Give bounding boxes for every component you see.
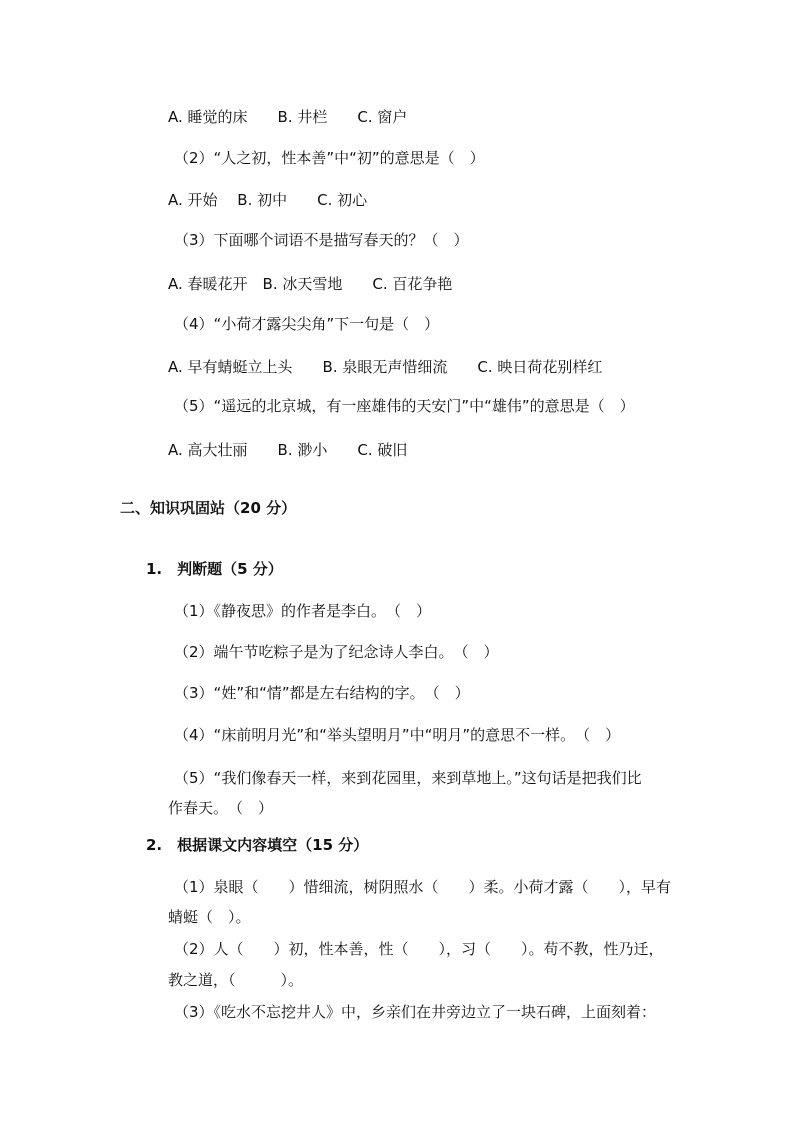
q3-options: A. 春暖花开 B. 冰天雪地 C. 百花争艳: [168, 275, 453, 293]
q4-stem: （4）“小荷才露尖尖角”下一句是（ ）: [174, 315, 440, 333]
q2-options: A. 开始 B. 初中 C. 初心: [168, 191, 368, 209]
q1-options: A. 睡觉的床 B. 井栏 C. 窗户: [168, 108, 408, 126]
fill-blank-line: （2）人（ ）初，性本善，性（ ），习（ ）。苟不教，性乃迁，: [174, 940, 664, 958]
q4-options: A. 早有蜻蜓立上头 B. 泉眼无声惜细流 C. 映日荷花别样红: [168, 358, 603, 376]
section-title: 二、知识巩固站（20 分）: [120, 499, 297, 517]
fill-blank-heading: 2. 根据课文内容填空（15 分）: [146, 836, 369, 854]
q3-stem: （3）下面哪个词语不是描写春天的？（ ）: [174, 231, 469, 249]
judgement-heading: 1. 判断题（5 分）: [146, 560, 283, 578]
fill-blank-line: 教之道，（ ）。: [168, 971, 304, 989]
judgement-item-continued: 作春天。 （ ）: [168, 799, 274, 817]
q5-stem: （5）“遥远的北京城，有一座雄伟的天安门”中“雄伟”的意思是（ ）: [174, 397, 635, 415]
judgement-item: （5）“我们像春天一样，来到花园里，来到草地上。”这句话是把我们比: [174, 769, 642, 787]
judgement-item: （1）《静夜思》的作者是李白。 （ ）: [174, 602, 432, 620]
fill-blank-line: （3）《吃水不忘挖井人》中，乡亲们在井旁边立了一块石碑，上面刻着：: [174, 1003, 657, 1021]
judgement-item: （3）“姓”和“情”都是左右结构的字。 （ ）: [174, 684, 470, 702]
q2-stem: （2）“人之初，性本善”中“初”的意思是（ ）: [174, 149, 485, 167]
q5-options: A. 高大壮丽 B. 渺小 C. 破旧: [168, 441, 408, 459]
judgement-item: （4）“床前明月光”和“举头望明月”中“明月”的意思不一样。 （ ）: [174, 726, 621, 744]
judgement-item: （2）端午节吃粽子是为了纪念诗人李白。 （ ）: [174, 643, 499, 661]
fill-blank-line: （1）泉眼（ ）惜细流，树阴照水（ ）柔。小荷才露（ ），早有: [174, 878, 672, 896]
fill-blank-line: 蜻蜓（ ）。: [168, 908, 251, 926]
